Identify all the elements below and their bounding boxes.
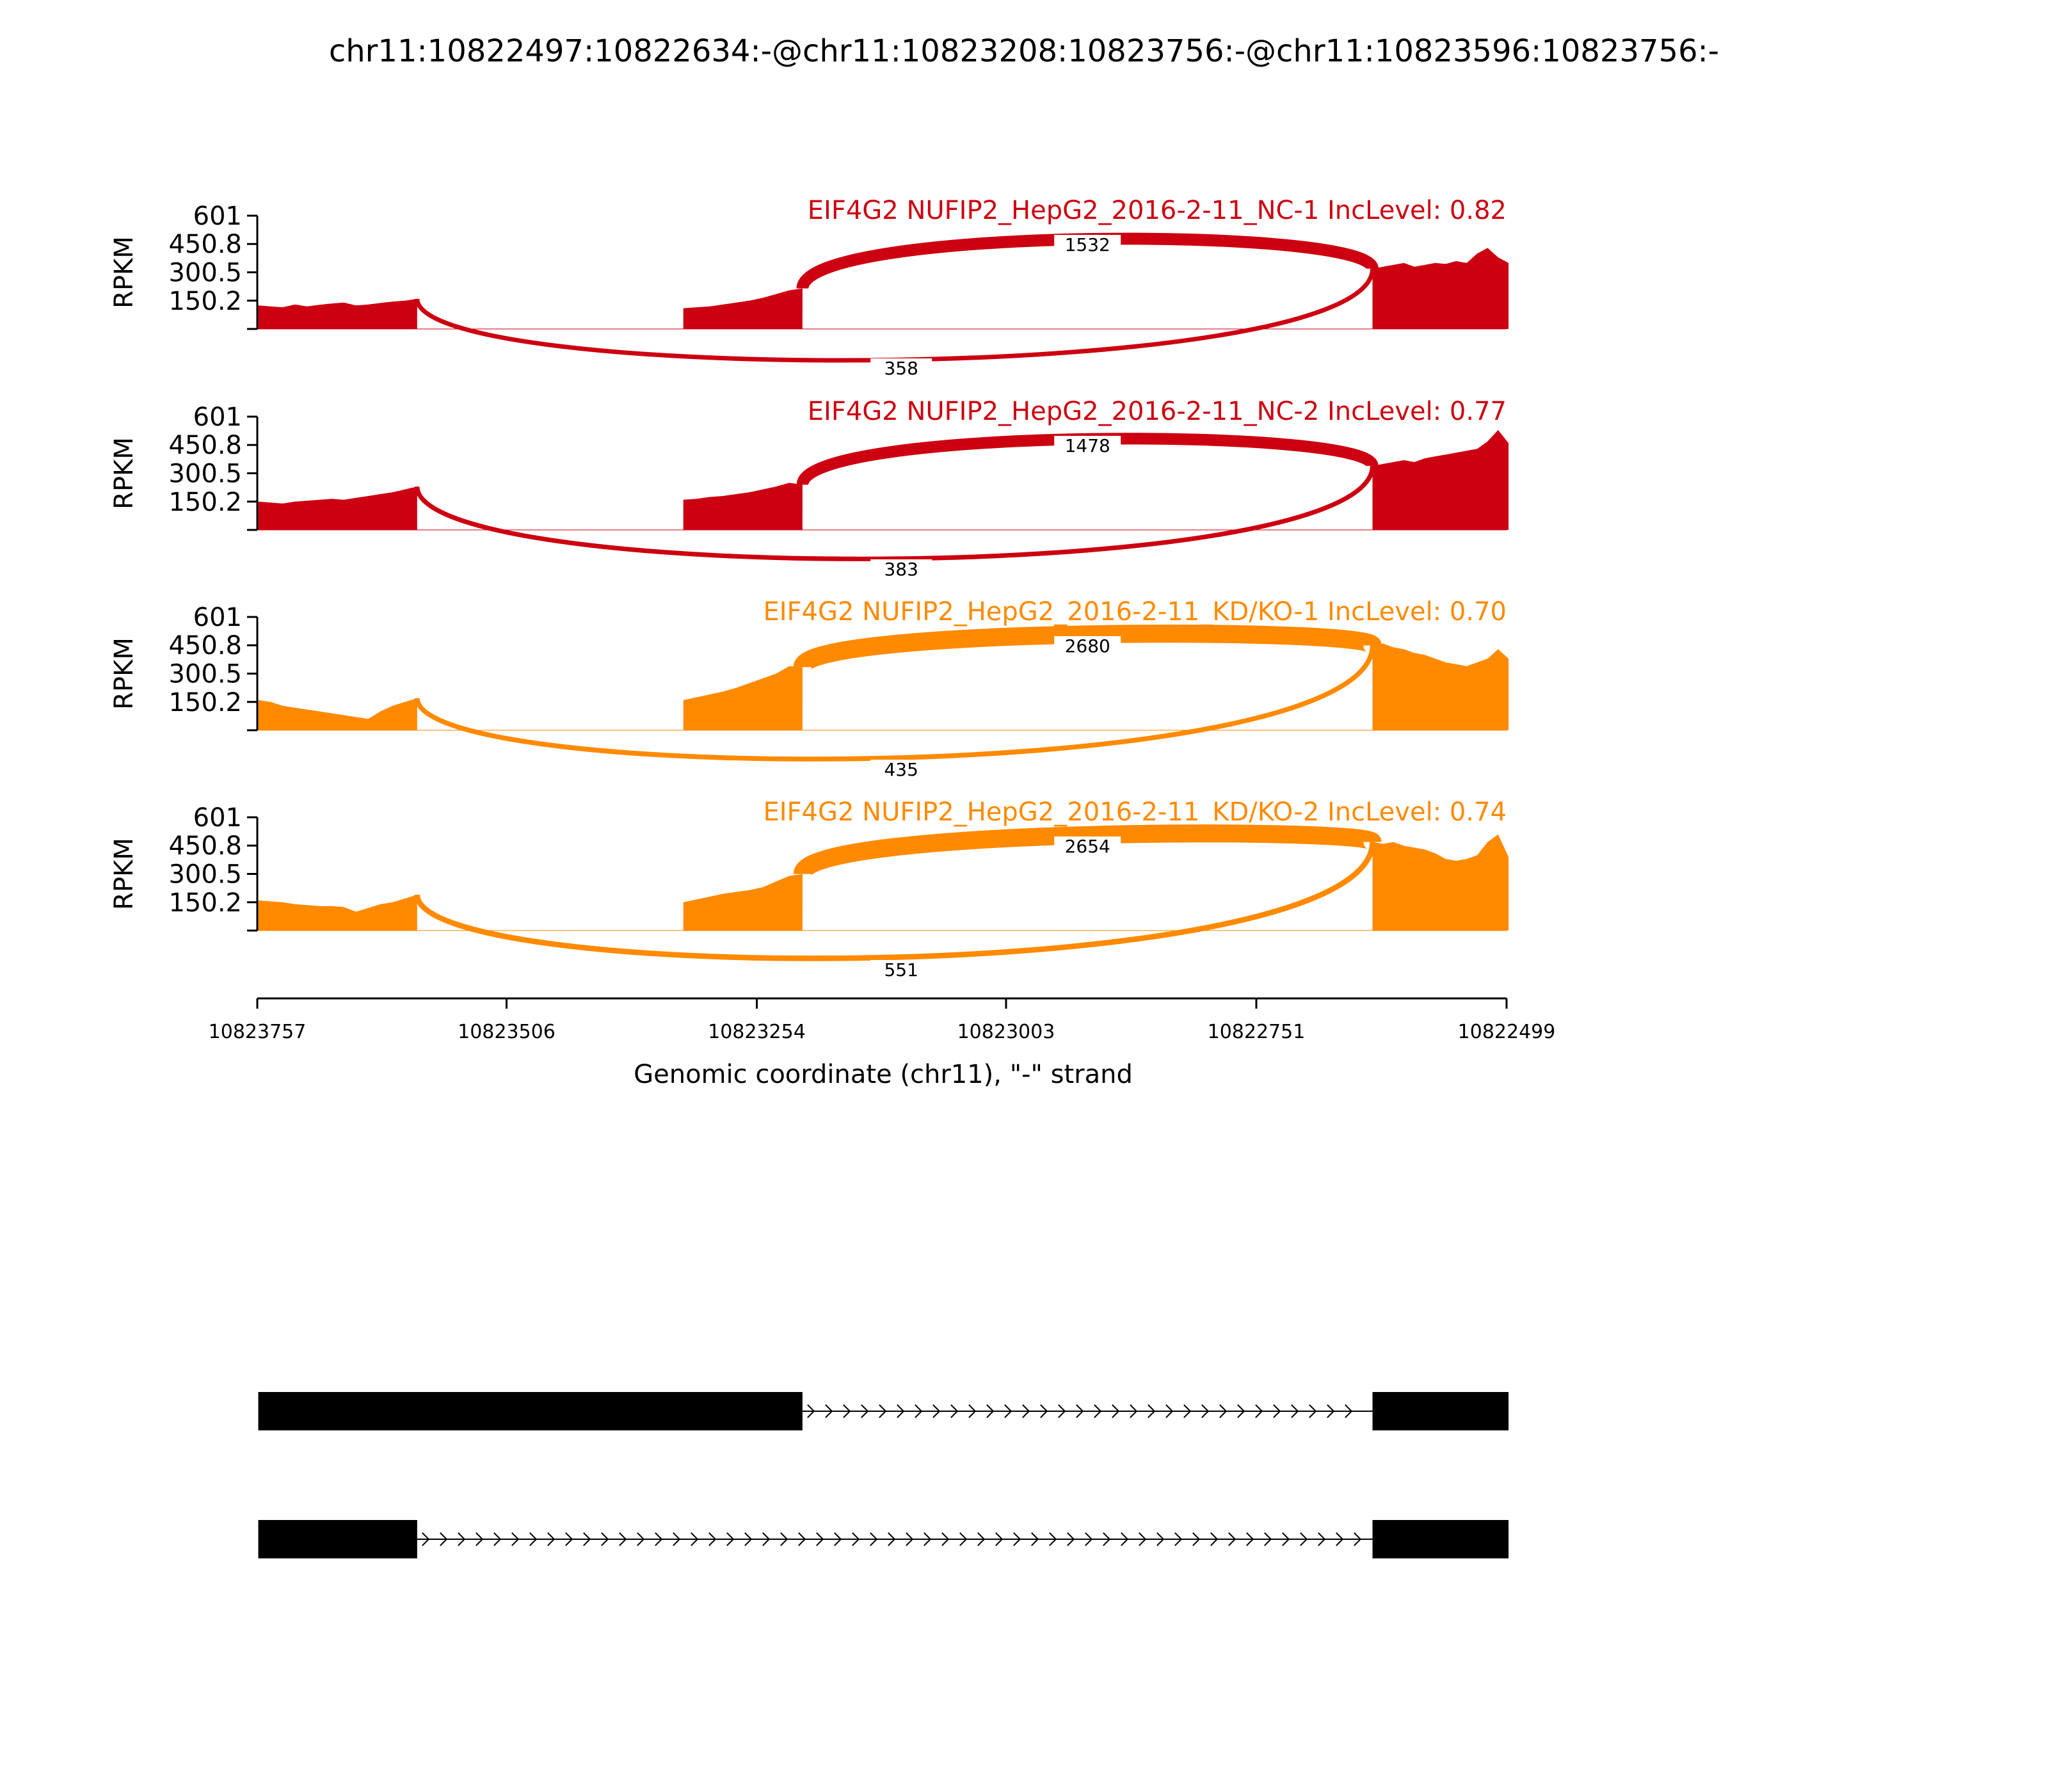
y-tick-label: 450.8 — [168, 631, 242, 661]
y-axis-label: RPKM — [109, 637, 139, 710]
coverage-area — [1373, 644, 1509, 731]
exon-block — [1373, 1392, 1509, 1430]
junction-arc-skipping — [417, 269, 1373, 360]
coverage-track — [109, 597, 1508, 780]
isoform-model — [259, 1520, 1509, 1558]
y-tick-label: 300.5 — [168, 659, 242, 689]
junction-label-inclusion: 1532 — [1064, 234, 1110, 255]
junction-label-skipping: 383 — [884, 559, 918, 580]
track-title: EIF4G2 NUFIP2_HepG2_2016-2-11_NC-2 IncLevel: 0.77 — [807, 397, 1507, 426]
coverage-area — [1373, 248, 1509, 329]
x-tick-label: 10822499 — [1457, 1021, 1556, 1043]
junction-arc-skipping — [417, 466, 1373, 559]
coverage-track — [109, 397, 1508, 580]
junction-label-skipping: 435 — [884, 759, 918, 780]
x-tick-label: 10822751 — [1207, 1021, 1306, 1043]
y-tick-label: 601 — [193, 803, 242, 833]
track-title: EIF4G2 NUFIP2_HepG2_2016-2-11_KD/KO-1 IncLevel: 0.70 — [763, 597, 1507, 627]
coverage-area — [1373, 835, 1509, 931]
y-tick-label: 601 — [193, 603, 242, 632]
coverage-area — [1373, 430, 1509, 530]
exon-block — [259, 1392, 803, 1430]
junction-arc-skipping — [417, 842, 1373, 959]
exon-block — [259, 1520, 417, 1558]
coverage-area — [684, 666, 803, 730]
coverage-area — [684, 289, 803, 329]
x-tick-label: 10823254 — [708, 1021, 806, 1043]
junction-label-skipping: 551 — [884, 959, 918, 980]
page-title: chr11:10822497:10822634:-@chr11:10823208:10823756:-@chr11:10823596:10823756:- — [328, 33, 1720, 69]
y-axis-label: RPKM — [109, 838, 139, 910]
coverage-area — [684, 483, 803, 530]
y-tick-label: 150.2 — [168, 286, 242, 316]
y-tick-label: 150.2 — [168, 687, 242, 717]
y-axis-label: RPKM — [109, 437, 139, 509]
x-tick-label: 10823003 — [957, 1021, 1055, 1043]
coverage-track — [109, 196, 1508, 379]
junction-label-skipping: 358 — [884, 358, 918, 379]
track-title: EIF4G2 NUFIP2_HepG2_2016-2-11_NC-1 IncLevel: 0.82 — [807, 196, 1507, 225]
y-tick-label: 450.8 — [168, 431, 242, 461]
x-tick-label: 10823506 — [458, 1021, 556, 1043]
coverage-area — [684, 874, 803, 931]
y-tick-label: 601 — [193, 403, 242, 432]
y-tick-label: 300.5 — [168, 459, 242, 489]
y-tick-label: 300.5 — [168, 258, 242, 288]
coverage-area — [259, 486, 417, 530]
x-axis-label: Genomic coordinate (chr11), "-" strand — [634, 1060, 1133, 1089]
y-tick-label: 450.8 — [168, 831, 242, 861]
coverage-area — [259, 895, 417, 931]
track-title: EIF4G2 NUFIP2_HepG2_2016-2-11_KD/KO-2 IncLevel: 0.74 — [763, 797, 1507, 827]
y-tick-label: 450.8 — [168, 230, 242, 260]
coverage-area — [259, 698, 417, 730]
x-axis — [209, 998, 1556, 1043]
coverage-area — [259, 299, 417, 329]
isoform-model — [259, 1392, 1509, 1430]
y-tick-label: 150.2 — [168, 888, 242, 918]
y-axis-label: RPKM — [109, 236, 139, 308]
y-tick-label: 601 — [193, 202, 242, 231]
coverage-track — [109, 797, 1508, 980]
y-tick-label: 150.2 — [168, 487, 242, 517]
exon-block — [1373, 1520, 1509, 1558]
junction-label-inclusion: 2680 — [1064, 636, 1110, 657]
y-tick-label: 300.5 — [168, 860, 242, 890]
junction-arc-skipping — [417, 645, 1373, 758]
isoform-models — [259, 1392, 1509, 1558]
x-tick-label: 10823757 — [208, 1021, 307, 1043]
junction-label-inclusion: 1478 — [1064, 435, 1110, 456]
junction-label-inclusion: 2654 — [1064, 836, 1110, 857]
coverage-tracks — [109, 196, 1508, 980]
